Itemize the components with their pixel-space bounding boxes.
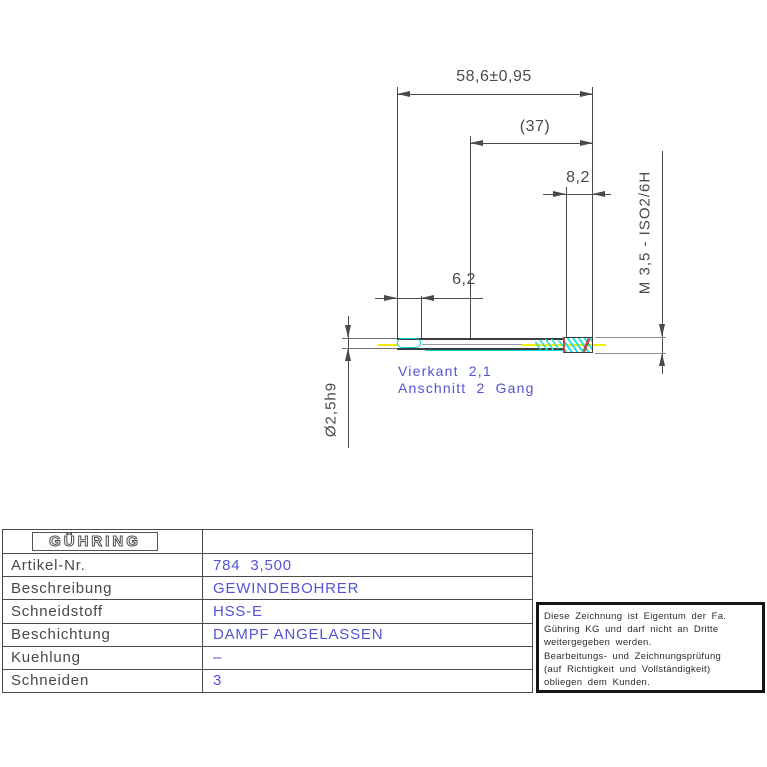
row-value: 3 [213, 672, 223, 690]
ext-line-shank-bottom [342, 348, 397, 349]
row-label: Beschichtung [3, 624, 203, 646]
ext-line-shank-top [342, 338, 397, 339]
dim-arrow [470, 140, 483, 146]
ext-line-thread-top [595, 337, 666, 338]
row-value: – [213, 649, 223, 667]
dim-arrow [592, 191, 605, 197]
table-row [3, 599, 532, 622]
dim-arrow [384, 295, 397, 301]
dim-arrow [421, 295, 434, 301]
table-row [3, 553, 532, 576]
dim-line-overall [397, 94, 593, 95]
ext-line-overall-left [397, 87, 398, 338]
row-label: Artikel-Nr. [3, 554, 203, 576]
table-row [3, 669, 532, 692]
dim-line-37 [470, 143, 593, 144]
ext-line-thread-bottom [595, 353, 666, 354]
table-row [3, 623, 532, 646]
note-line: Diese Zeichnung ist Eigentum der Fa. [544, 611, 727, 622]
annotation-chamfer: Anschnitt 2 Gang [398, 380, 535, 396]
core-line-cyan [425, 350, 565, 351]
row-value: GEWINDEBOHRER [213, 579, 360, 597]
dim-text-shank-diameter: Ø2,5h9 [322, 381, 340, 438]
dim-arrow [659, 353, 665, 366]
ext-line-62-right [421, 296, 422, 339]
row-value: DAMPF ANGELASSEN [213, 626, 384, 644]
empty-cell [203, 530, 532, 553]
table-row [3, 576, 532, 599]
guehring-logo: GÜHRING [49, 533, 141, 551]
note-line: weitergegeben werden. [544, 637, 652, 649]
dim-arrow [659, 324, 665, 337]
dim-text-thread-length: 8,2 [566, 169, 590, 186]
table-row-logo [3, 530, 532, 553]
dim-line-thread-spec [662, 151, 663, 374]
table-row [3, 646, 532, 669]
dim-arrow [580, 91, 593, 97]
annotation-square: Vierkant 2,1 [398, 363, 492, 379]
dim-text-square-length: 6,2 [452, 271, 476, 288]
row-label: Schneiden [3, 670, 203, 692]
row-label: Kuehlung [3, 647, 203, 669]
dim-arrow [345, 325, 351, 338]
note-line: (auf Richtigkeit und Vollständigkeit) [544, 663, 711, 675]
ownership-note-box [536, 602, 765, 693]
row-label: Beschreibung [3, 577, 203, 599]
dim-text-overall-length: 58,6±0,95 [456, 68, 532, 85]
note-line: Bearbeitungs- und Zeichnungsprüfung [544, 650, 722, 662]
dim-arrow [345, 348, 351, 361]
dim-arrow [397, 91, 410, 97]
dim-text-length-to-square: (37) [519, 118, 551, 135]
row-label: Schneidstoff [3, 600, 203, 622]
logo-cell [3, 530, 203, 553]
centerline-yellow [378, 344, 398, 346]
dim-arrow [553, 191, 566, 197]
row-value: HSS-E [213, 602, 263, 620]
dim-arrow [580, 140, 593, 146]
ext-line-82-left [566, 187, 567, 337]
row-value: 784 3,500 [213, 556, 292, 574]
centerline-gray [422, 344, 522, 345]
title-block-table [2, 529, 533, 693]
flute-lead-hatch [534, 339, 563, 350]
guehring-logo-box [32, 532, 158, 551]
ext-line-37-left [470, 136, 471, 338]
note-line: Gühring KG und darf nicht an Dritte [544, 624, 719, 636]
square-drive-highlight [397, 338, 421, 348]
dim-text-thread-spec: M 3,5 - ISO2/6H [636, 170, 654, 295]
note-line: obliegen dem Kunden. [544, 677, 651, 689]
